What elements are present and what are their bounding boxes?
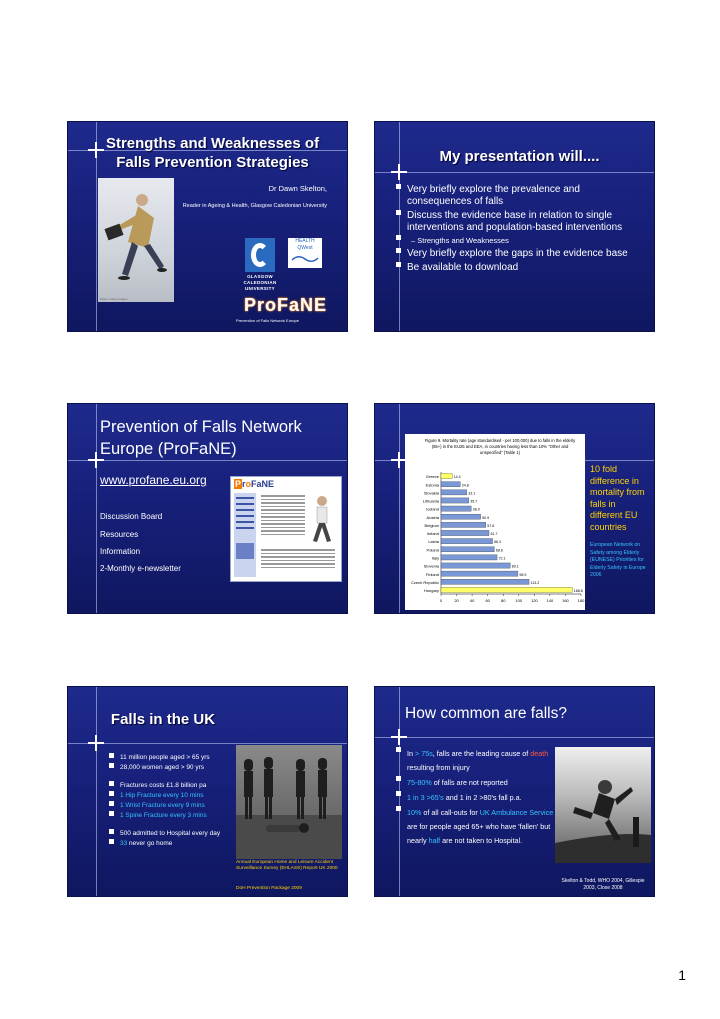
- category-label: Belgium: [424, 522, 439, 528]
- website-logo: ProFaNE: [235, 479, 275, 489]
- fall-photo: [555, 747, 651, 863]
- website-nav: [234, 493, 256, 577]
- gcu-logo: [236, 238, 284, 294]
- x-tick-label: 20: [454, 598, 459, 603]
- bar: [441, 522, 486, 527]
- website-footer: [261, 549, 335, 570]
- list-item: Discuss the evidence base in relation to single interventions and population-based interventions: [395, 210, 644, 234]
- bar: [441, 473, 452, 478]
- data-label: 50.9: [482, 515, 490, 520]
- list-item: 1 Spine Fracture every 3 mins: [108, 811, 243, 821]
- source-ehlass: Annual European Home and Leisure Accident Surveillance Survey (EHLASS) Report UK 2000: [236, 860, 338, 871]
- slide-title: How common are falls?: [405, 705, 567, 722]
- x-tick-label: 180: [577, 598, 585, 603]
- fainted-guard-icon: [236, 745, 342, 859]
- bullet-list: [108, 753, 243, 849]
- gcu-logo-text: GLASGOW CALEDONIAN UNIVERSITY: [243, 274, 277, 291]
- x-tick-label: 60: [485, 598, 490, 603]
- x-tick-label: 80: [500, 598, 506, 603]
- chart-title: Figure 9. Mortality rate (age standardised - per 100,000) due to falls in the elderly (65+) in the EU25 and EEA, in countries having less than 10% "Other and unspecified" (Table 1): [424, 438, 576, 455]
- bullet-list: [395, 747, 565, 848]
- category-label: Finland: [425, 571, 439, 577]
- category-label: Hungary: [423, 588, 439, 594]
- category-label: Greece: [425, 474, 439, 480]
- bar: [441, 530, 489, 535]
- list-item: 500 admitted to Hospital every day: [108, 829, 243, 839]
- list-item: Fractures costs £1.8 billion pa: [108, 781, 243, 791]
- category-label: Iceland: [426, 506, 439, 512]
- category-label: Slovenia: [423, 563, 439, 569]
- list-item: In > 75s, falls are the leading cause of death resulting from injury: [395, 747, 565, 775]
- sparkle-icon: [391, 164, 407, 180]
- data-label: 72.1: [498, 556, 506, 561]
- x-tick-label: 140: [546, 598, 554, 603]
- bar: [441, 587, 572, 592]
- data-label: 57.6: [487, 523, 495, 528]
- bar: [441, 506, 471, 511]
- website-screenshot: [230, 476, 342, 582]
- category-label: Latvia: [428, 539, 439, 545]
- x-tick-label: 160: [562, 598, 569, 603]
- data-label: 35.7: [470, 499, 478, 504]
- data-label: 98.9: [519, 572, 527, 577]
- data-label: 66.3: [494, 540, 502, 545]
- category-label: Italy: [431, 555, 439, 561]
- category-label: Czech Republic: [410, 579, 439, 585]
- person-exercising-icon: [307, 495, 337, 545]
- slide-4: [375, 404, 654, 613]
- page-number: 1: [678, 967, 686, 983]
- profane-caption: Prevention of Falls Network Europe: [236, 318, 299, 323]
- information: Information: [100, 547, 141, 556]
- bar: [441, 547, 494, 552]
- x-tick-label: 0: [439, 598, 443, 603]
- bar: [441, 539, 493, 544]
- chart-panel: [405, 434, 585, 610]
- slide-3: [68, 404, 347, 613]
- decor-line: [68, 743, 347, 744]
- data-label: 61.7: [490, 532, 498, 537]
- slide-title: My presentation will....: [439, 148, 600, 165]
- list-item: 1 Hip Fracture every 10 mins: [108, 791, 243, 801]
- list-item: Be available to download: [395, 262, 644, 274]
- x-tick-label: 120: [530, 598, 538, 603]
- bar: [441, 579, 529, 584]
- slide-source: Skelton & Todd, WHO 2004, Gillespie 2003, Close 2008: [561, 878, 645, 891]
- slide-2: [375, 122, 654, 331]
- guards-photo: [236, 745, 342, 859]
- data-label: 89.1: [511, 564, 519, 569]
- category-label: Slovakia: [423, 490, 439, 496]
- slide-title: Prevention of Falls Network Europe (ProFaNE): [100, 418, 302, 458]
- healthqwest-logo: HEALTH QWest: [288, 238, 322, 268]
- data-label: 68.6: [495, 548, 503, 553]
- data-label: 38.9: [472, 507, 480, 512]
- list-item: 28,000 women aged > 90 yrs: [108, 763, 243, 773]
- bar: [441, 555, 497, 560]
- source-doh: DoH Prevention Package 2009: [236, 886, 302, 891]
- author-name: Dr Dawn Skelton,: [268, 184, 327, 193]
- bar: [441, 563, 510, 568]
- slide-5: [68, 687, 347, 896]
- category-label: Austria: [426, 514, 439, 520]
- data-label: 33.1: [468, 491, 476, 496]
- data-label: 14.4: [453, 475, 461, 480]
- sparkle-icon: [391, 729, 407, 745]
- photo-credit: Photo: Getty Images: [100, 297, 128, 301]
- bar: [441, 514, 481, 519]
- list-item: Very briefly explore the prevalence and consequences of falls: [395, 184, 644, 208]
- sub-list-item: – Strengths and Weaknesses: [395, 235, 644, 246]
- data-label: 24.8: [461, 483, 469, 488]
- person-falling-icon: [555, 747, 651, 863]
- slide-title: Strengths and Weaknesses of Falls Prevention Strategies: [105, 135, 320, 171]
- data-label: 113.2: [530, 580, 540, 585]
- category-label: Lithuania: [422, 498, 439, 504]
- x-tick-label: 100: [515, 598, 523, 603]
- list-item: 10% of all call-outs for UK Ambulance Service are for people aged 65+ who have 'fallen' but nearly half are not taken to Hospital.: [395, 806, 565, 848]
- category-label: Ireland: [426, 531, 439, 537]
- profane-logo: ProFaNE: [244, 295, 328, 315]
- list-item: 1 Wrist Fracture every 9 mins: [108, 801, 243, 811]
- bar: [441, 571, 518, 576]
- wave-icon: [290, 252, 320, 264]
- category-label: Poland: [426, 547, 439, 553]
- x-tick-label: 40: [469, 598, 475, 603]
- slide-6: [375, 687, 654, 896]
- chart-source: European Network on Safety among Elderly (EUNESE) Priorities for Elderly Safety in Europe 2006: [590, 542, 646, 578]
- decor-line: [375, 737, 654, 738]
- slide-title: Falls in the UK: [110, 711, 216, 728]
- decor-line: [68, 460, 347, 461]
- sparkle-icon: [88, 735, 104, 751]
- decor-line: [399, 404, 400, 613]
- slide-1: [68, 122, 347, 331]
- mortality-bar-chart: [405, 434, 585, 610]
- discussion-board: Discussion Board: [100, 512, 163, 521]
- bar: [441, 490, 467, 495]
- list-item: Very briefly explore the gaps in the evidence base: [395, 248, 644, 260]
- decor-line: [96, 687, 97, 896]
- bullet-list: [395, 184, 644, 274]
- falling-man-photo: [98, 178, 174, 302]
- profane-url[interactable]: www.profane.eu.org: [100, 473, 207, 487]
- list-item: 33 never go home: [108, 839, 243, 849]
- website-body: [261, 495, 305, 537]
- resources: Resources: [100, 530, 139, 539]
- list-item: 75-80% of falls are not reported: [395, 776, 565, 790]
- list-item: 1 in 3 >65's and 1 in 2 >80's fall p.a.: [395, 791, 565, 805]
- side-title: 10 fold difference in mortality from falls in different EU countries: [590, 464, 645, 532]
- decor-line: [375, 172, 654, 173]
- person-slipping-icon: [98, 178, 174, 302]
- decor-line: [96, 404, 97, 613]
- list-item: 11 million people aged > 65 yrs: [108, 753, 243, 763]
- data-label: 168.8: [573, 589, 583, 594]
- newsletter: 2-Monthly e-newsletter: [100, 564, 181, 573]
- author-role: Reader in Ageing & Health, Glasgow Caledonian University: [182, 203, 327, 209]
- bar: [441, 482, 460, 487]
- category-label: Estonia: [425, 482, 439, 488]
- bar: [441, 498, 469, 503]
